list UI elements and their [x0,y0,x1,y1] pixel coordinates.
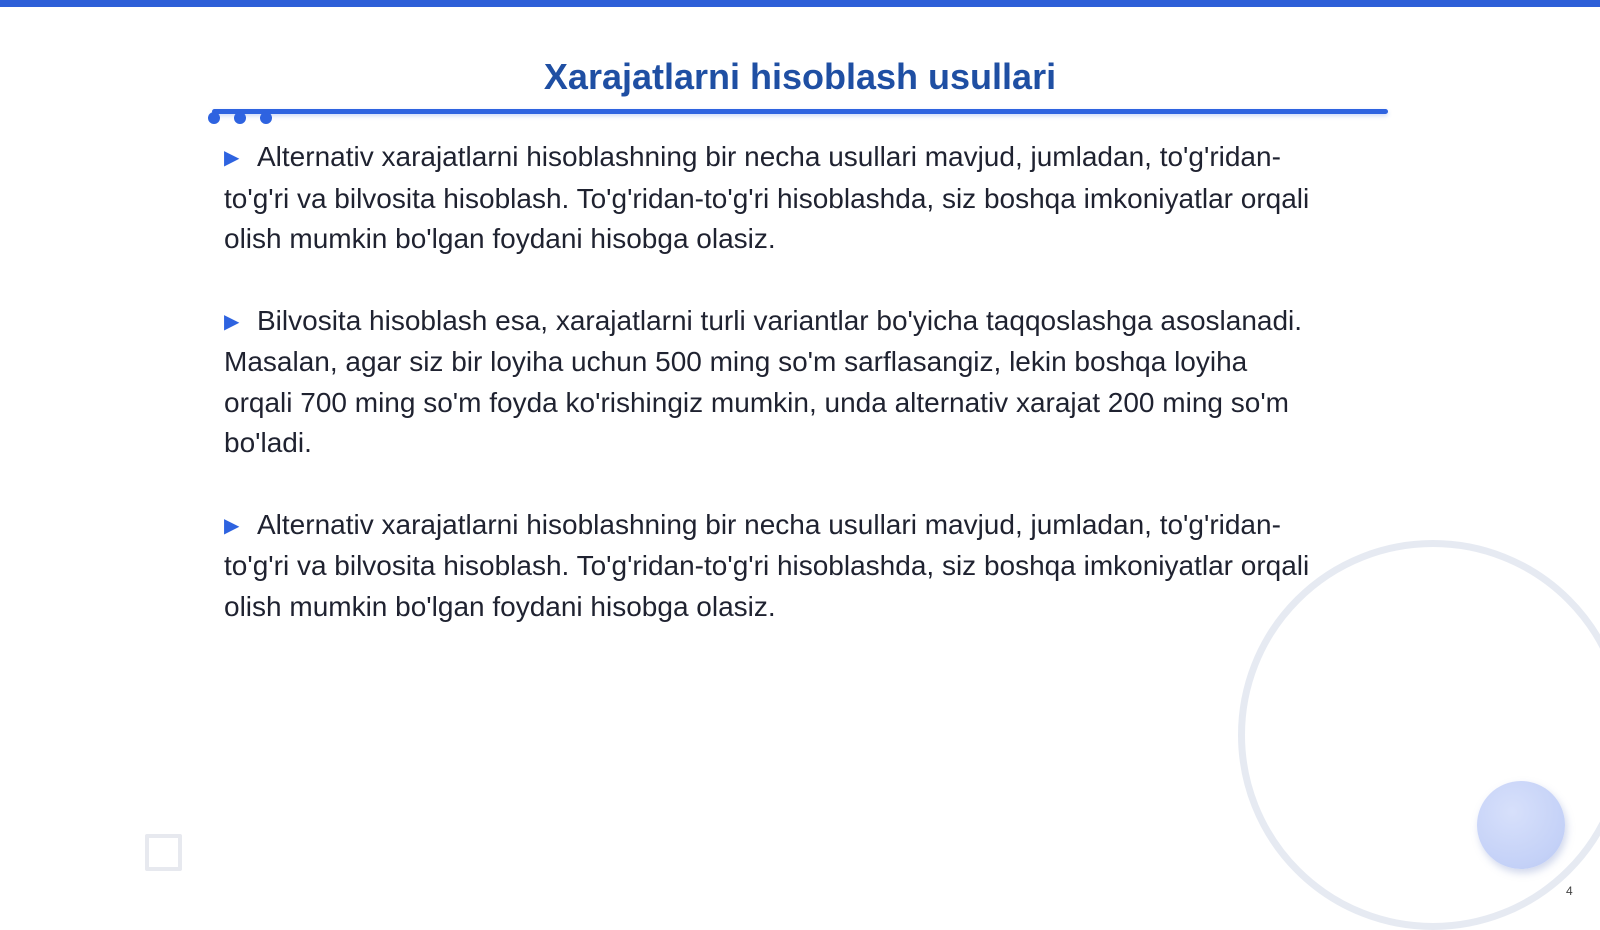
slide-body [224,137,1314,668]
bullet-text: Bilvosita hisoblash esa, xarajatlarni turli variantlar bo'yicha taqqoslashga asoslanadi. Masalan, agar siz bir loyiha uchun 500 ming so'm sarflasangiz, lekin boshqa loyiha orqali 700 ming so'm foyda ko'rishingiz mumkin, unda alternativ xarajat 200 ming so'm bo'ladi. [224,304,1303,458]
underline-dot [208,112,220,124]
underline-dot [234,112,246,124]
decorative-circle [1477,781,1565,869]
bullet-item [224,137,1314,260]
triangle-right-icon: ▶ [224,310,240,333]
decorative-square [145,834,182,871]
slide-title: Xarajatlarni hisoblash usullari [543,56,1057,97]
top-accent-bar [0,0,1600,7]
bullet-text: Alternativ xarajatlarni hisoblashning bir necha usullari mavjud, jumladan, to'g'ridan-to'g'ri va bilvosita hisoblash. To'g'ridan-to'g'ri hisoblashda, siz boshqa imkoniyatlar orqali olish mumkin bo'lgan foydani hisobga olasiz. [224,508,1310,622]
triangle-right-icon: ▶ [224,514,240,537]
bullet-item [224,301,1314,464]
bullet-text: Alternativ xarajatlarni hisoblashning bir necha usullari mavjud, jumladan, to'g'ridan-to'g'ri va bilvosita hisoblash. To'g'ridan-to'g'ri hisoblashda, siz boshqa imkoniyatlar orqali olish mumkin bo'lgan foydani hisobga olasiz. [224,141,1310,254]
triangle-right-icon: ▶ [224,147,240,169]
bullet-item [224,505,1314,628]
page-number: 4 [1566,884,1573,898]
title-underline [212,109,1388,114]
underline-dot [260,112,272,124]
decorative-ring [1238,540,1600,930]
